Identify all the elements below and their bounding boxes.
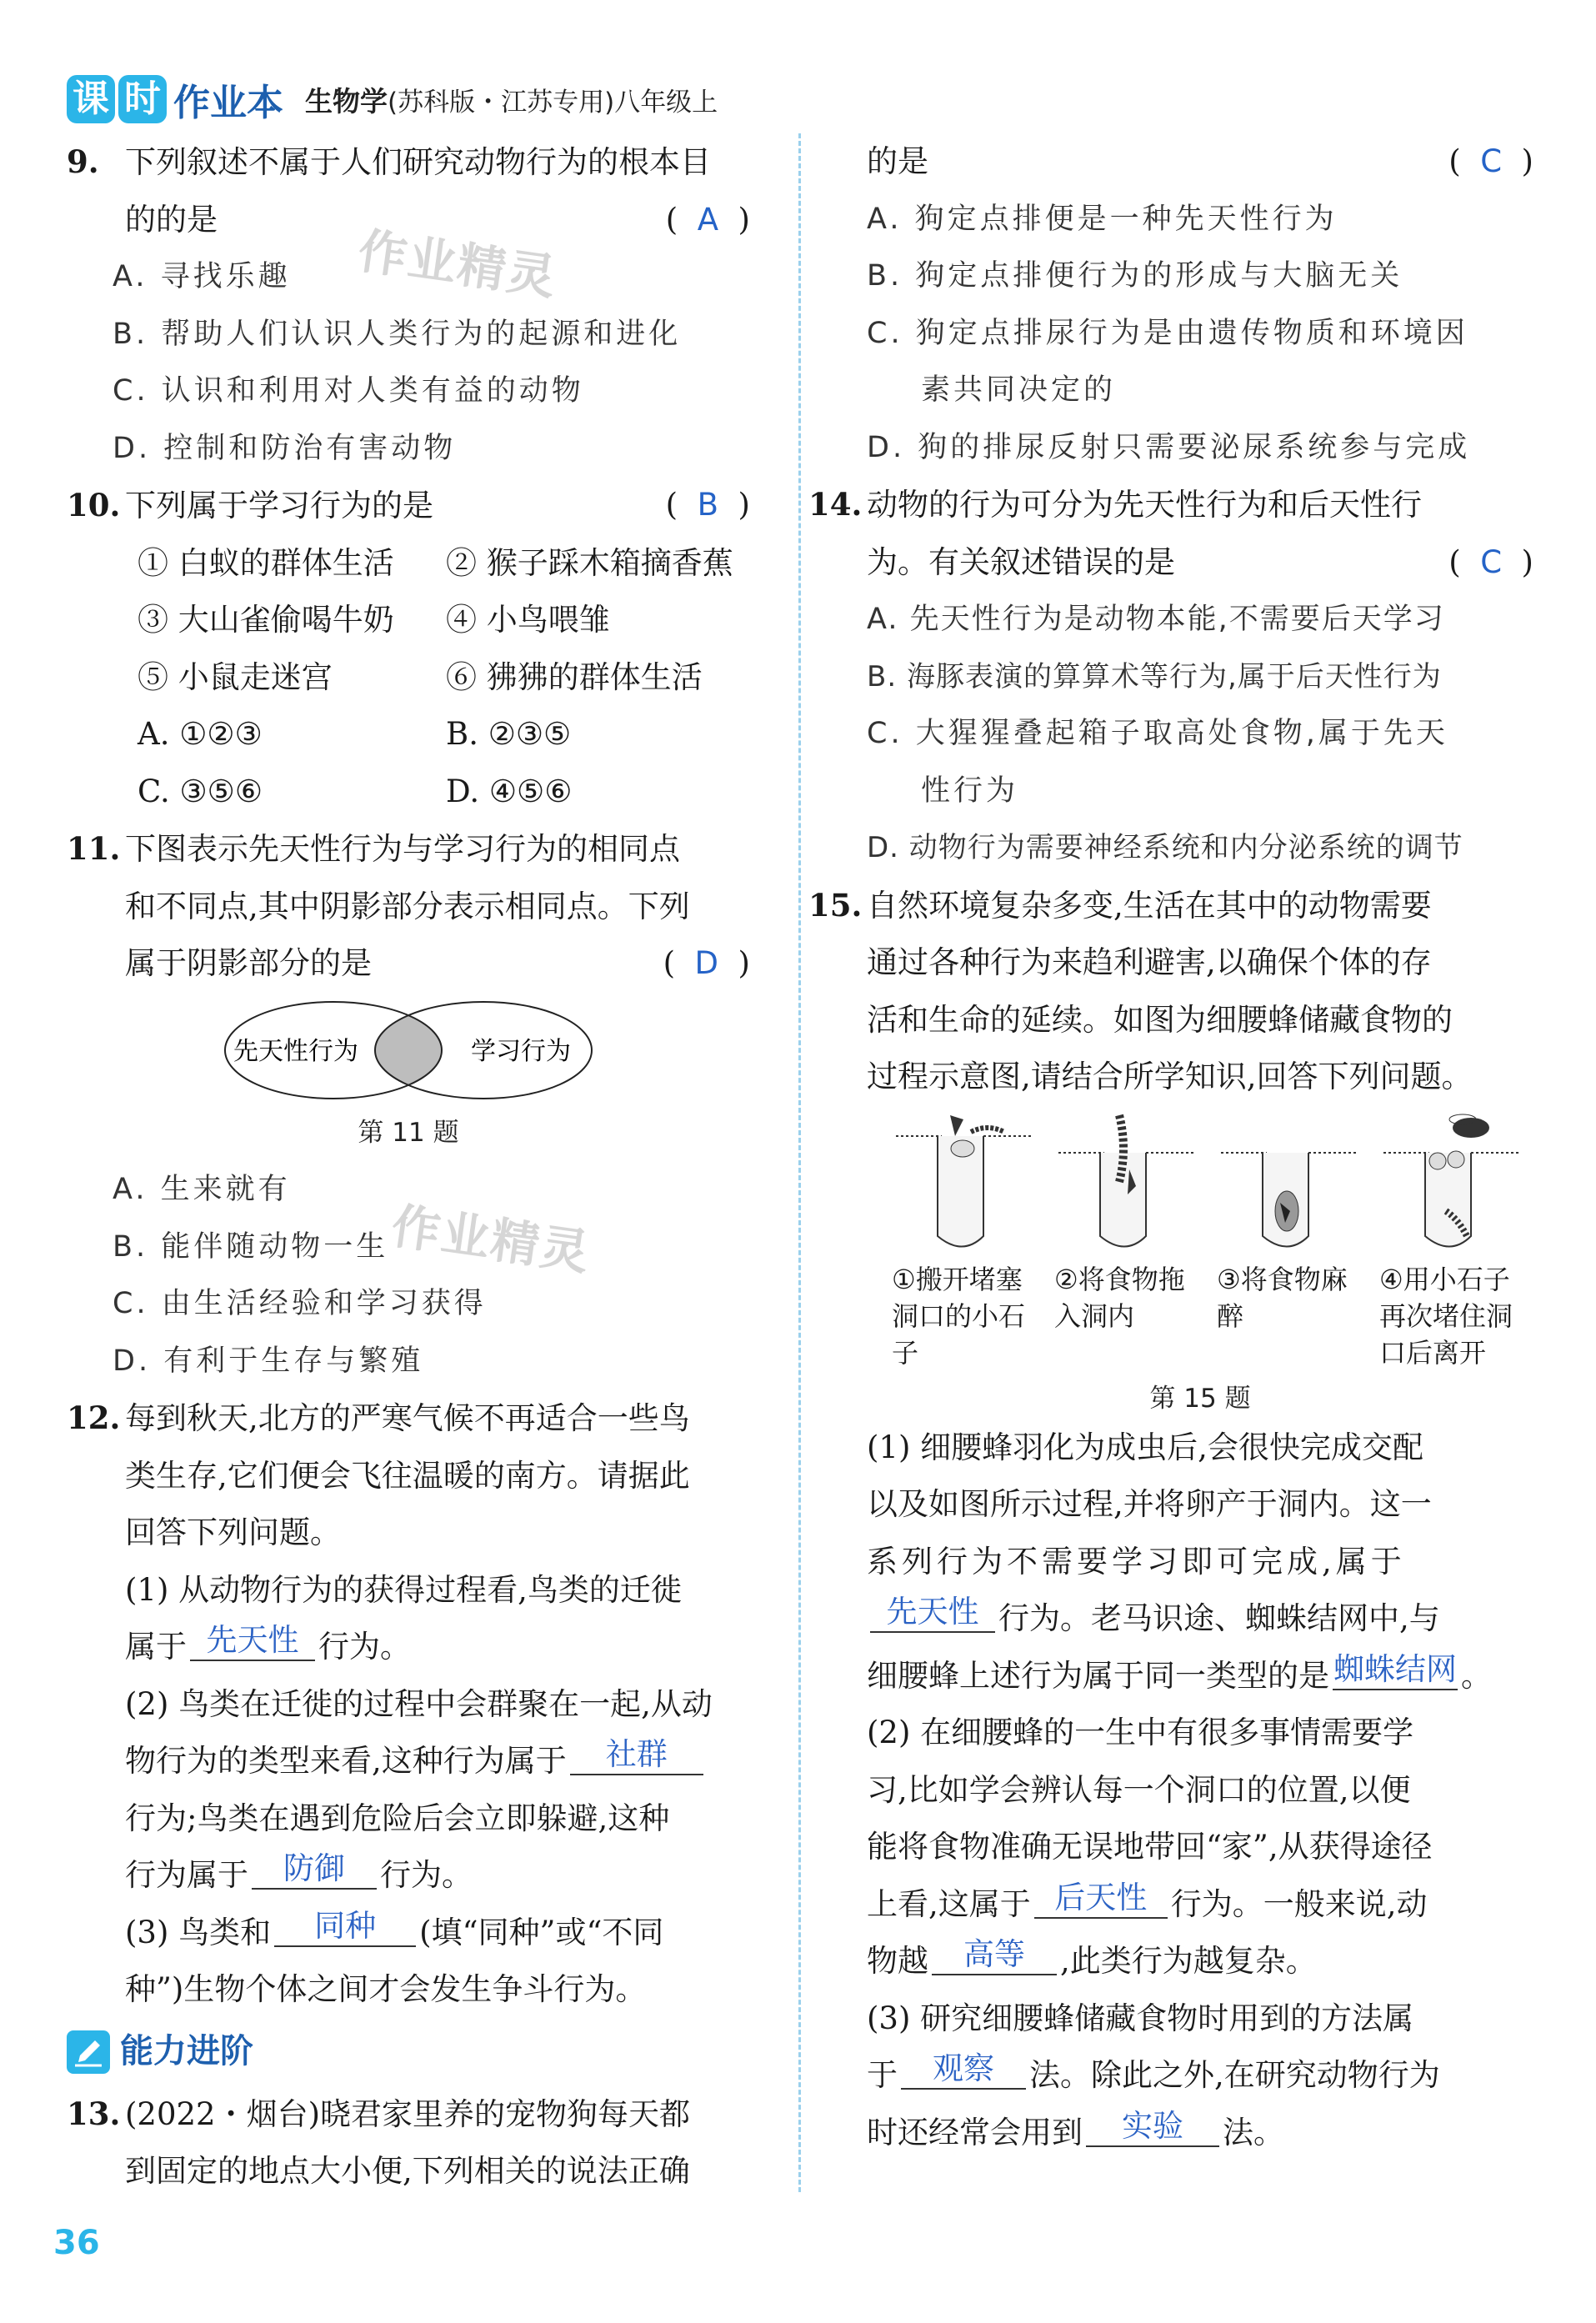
text: 以及如图所示过程,并将卵产于洞内。这一 (867, 1486, 1432, 1522)
sub-question: (2) 鸟类在迁徙的过程中会群聚在一起,从动 (125, 1685, 713, 1722)
logo-char: 课 (67, 75, 115, 123)
answer-blank: 实验 (1086, 2107, 1219, 2147)
option: C. 狗定点排尿行为是由遗传物质和环境因 (867, 316, 1468, 350)
list-item: ⑥ 狒狒的群体生活 (446, 658, 703, 695)
question-stem: (2022・烟台)晓君家里养的宠物狗每天都 (125, 2095, 691, 2132)
option: B. ②③⑤ (446, 716, 572, 752)
question-stem: 动物的行为可分为先天性行为和后天性行 (867, 487, 1422, 523)
question-11 (67, 820, 750, 1389)
list-item: ④ 小鸟喂雏 (446, 602, 610, 638)
question-15 (808, 877, 1533, 2162)
text: 习,比如学会辨认每一个洞口的位置,以便 (867, 1771, 1411, 1808)
option: D. 有利于生存与繁殖 (113, 1344, 424, 1378)
question-number: 9. (67, 143, 99, 180)
question-number: 12. (67, 1399, 121, 1436)
option: D. ④⑤⑥ (446, 773, 573, 809)
answer-choice: C (1480, 543, 1503, 580)
option: A. 狗定点排便是一种先天性行为 (867, 202, 1338, 236)
question-stem: 回答下列问题。 (125, 1514, 341, 1550)
option: B. 海豚表演的算算术等行为,属于后天性行为 (867, 659, 1442, 693)
question-stem: 为。有关叙述错误的是 (867, 543, 1175, 580)
figure-caption: 第 15 题 (1149, 1383, 1251, 1414)
answer-choice: D (694, 945, 719, 981)
question-10 (67, 477, 750, 820)
text: 行为。 (380, 1857, 473, 1893)
answer-blank: 观察 (901, 2050, 1026, 2090)
option: C. 大猩猩叠起箱子取高处食物,属于先天 (867, 717, 1448, 750)
text: 系列行为不需要学习即可完成,属于 (867, 1543, 1406, 1580)
question-stem: 的的是 (125, 201, 218, 238)
question-stem: 活和生命的延续。如图为细腰蜂储藏食物的 (867, 1001, 1453, 1038)
text: 能将食物准确无误地带回“家”,从获得途径 (867, 1829, 1433, 1865)
text: 行为。老马识途、蜘蛛结网中,与 (998, 1600, 1440, 1636)
sub-question: (3) 研究细腰蜂储藏食物时用到的方法属 (867, 2000, 1414, 2036)
option: A. 寻找乐趣 (113, 260, 291, 293)
question-number: 10. (67, 487, 121, 523)
figure-caption: 第 11 题 (358, 1117, 459, 1148)
step-caption: ②将食物拖入洞内 (1054, 1263, 1185, 1332)
answer-bracket: ( C ) (1448, 143, 1533, 179)
question-stem: 属于阴影部分的是 (125, 945, 372, 981)
text: 行为。 (318, 1629, 411, 1665)
answer-blank: 高等 (932, 1935, 1057, 1975)
question-12 (67, 1389, 750, 2019)
question-number: 11. (67, 830, 121, 867)
answer-blank: 同种 (274, 1907, 416, 1947)
list-item: ① 白蚁的群体生活 (138, 544, 394, 581)
venn-diagram (217, 996, 600, 1104)
option: D. 控制和防治有害动物 (113, 431, 457, 465)
question-stem: 过程示意图,请结合所学知识,回答下列问题。 (867, 1059, 1473, 1094)
question-13 (67, 2085, 750, 2200)
section-title: 能力进阶 (120, 2032, 253, 2071)
text: 行为属于 (125, 1857, 248, 1893)
venn-left-label: 先天性行为 (233, 1036, 358, 1066)
text: 行为。一般来说,动 (1170, 1885, 1428, 1922)
watermark: 作业精灵 (388, 1197, 594, 1282)
question-9 (67, 133, 750, 477)
option: D. 动物行为需要神经系统和内分泌系统的调节 (867, 831, 1463, 864)
wasp-figure (867, 1111, 1533, 1261)
edition-label: (苏科版・江苏专用)八年级上 (388, 87, 718, 118)
text: 属于 (125, 1629, 187, 1665)
answer-bracket: ( D ) (663, 945, 750, 981)
question-stem: 到固定的地点大小便,下列相关的说法正确 (125, 2153, 690, 2189)
text: 物越 (867, 1943, 928, 1979)
option-continued: 性行为 (921, 773, 1019, 808)
option: C. 由生活经验和学习获得 (113, 1287, 487, 1320)
sub-question: (2) 在细腰蜂的一生中有很多事情需要学 (867, 1715, 1414, 1750)
list-item: ③ 大山雀偷喝牛奶 (138, 602, 394, 638)
text: 行为;鸟类在遇到危险后会立即躲避,这种 (125, 1800, 670, 1836)
venn-right-label: 学习行为 (471, 1036, 571, 1066)
page-header (67, 68, 718, 130)
column-divider (798, 133, 801, 2192)
question-stem: 通过各种行为来趋利避害,以确保个体的存 (867, 944, 1432, 980)
text: 种”)生物个体之间才会发生争斗行为。 (125, 1971, 647, 2007)
question-stem: 每到秋天,北方的严寒气候不再适合一些鸟 (125, 1400, 690, 1436)
answer-blank: 蜘蛛结网 (1333, 1650, 1458, 1690)
question-stem: 自然环境复杂多变,生活在其中的动物需要 (867, 887, 1432, 924)
question-13-continued (867, 133, 1533, 476)
watermark: 作业精灵 (354, 222, 561, 307)
text: 细腰蜂上述行为属于同一类型的是 (867, 1657, 1329, 1694)
question-stem: 下列叙述不属于人们研究动物行为的根本目 (125, 144, 711, 180)
option: C. 认识和利用对人类有益的动物 (113, 374, 584, 408)
text: 法。 (1223, 2114, 1284, 2150)
option: A. 先天性行为是动物本能,不需要后天学习 (867, 603, 1445, 636)
option: D. 狗的排尿反射只需要泌尿系统参与完成 (867, 430, 1471, 464)
text: 。 (1461, 1657, 1492, 1694)
logo-text: 作业本 (173, 82, 283, 124)
answer-blank: 社群 (570, 1735, 703, 1775)
step-caption: ③将食物麻醉 (1217, 1263, 1348, 1332)
burrow-step-4 (1379, 1111, 1525, 1261)
list-item: ② 猴子踩木箱摘香蕉 (446, 544, 733, 581)
option: B. 狗定点排便行为的形成与大脑无关 (867, 259, 1403, 293)
option: B. 帮助人们认识人类行为的起源和进化 (113, 317, 682, 351)
brand-logo (67, 73, 305, 126)
sub-question: (1) 从动物行为的获得过程看,鸟类的迁徙 (125, 1571, 682, 1608)
answer-choice: B (697, 487, 719, 523)
text: 于 (867, 2057, 898, 2093)
step-caption: ①搬开堵塞洞口的小石子 (892, 1263, 1026, 1369)
option-continued: 素共同决定的 (921, 373, 1117, 407)
question-stem: 下列属于学习行为的是 (125, 488, 433, 523)
page-number: 36 (53, 2224, 100, 2262)
text: 上看,这属于 (867, 1885, 1031, 1922)
wasp-figure-captions (867, 1261, 1533, 1371)
subject-title: 生物学 (305, 84, 388, 118)
question-14 (808, 476, 1533, 877)
text: 法。除此之外,在研究动物行为 (1029, 2057, 1440, 2093)
list-item: ⑤ 小鼠走迷宫 (138, 658, 333, 695)
question-stem: 的是 (867, 143, 928, 179)
option: C. ③⑤⑥ (138, 773, 263, 809)
answer-blank: 后天性 (1034, 1879, 1168, 1919)
pencil-icon (67, 2030, 110, 2074)
option: A. 生来就有 (113, 1173, 291, 1206)
answer-choice: C (1480, 143, 1503, 179)
question-stem: 类生存,它们便会飞往温暖的南方。请据此 (125, 1457, 690, 1494)
step-caption: ④用小石子再次堵住洞口后离开 (1379, 1263, 1513, 1369)
text: (填“同种”或“不同 (419, 1914, 664, 1950)
question-stem: 和不同点,其中阴影部分表示相同点。下列 (125, 888, 690, 924)
sub-question: (1) 细腰蜂羽化为成虫后,会很快完成交配 (867, 1429, 1423, 1465)
question-number: 15. (808, 886, 863, 924)
option: B. 能伴随动物一生 (113, 1229, 389, 1264)
answer-bracket: ( C ) (1448, 543, 1533, 580)
burrow-step-1 (892, 1111, 1038, 1261)
answer-bracket: ( B ) (665, 487, 750, 523)
left-column (67, 133, 750, 2200)
text: 物行为的类型来看,这种行为属于 (125, 1743, 567, 1779)
text: (3) 鸟类和 (125, 1914, 272, 1950)
burrow-step-2 (1054, 1111, 1200, 1261)
text: ,此类行为越复杂。 (1060, 1943, 1317, 1979)
section-heading (67, 2019, 750, 2085)
answer-choice: A (697, 201, 719, 238)
answer-blank: 防御 (252, 1850, 377, 1890)
text: 时还经常会用到 (867, 2114, 1083, 2150)
logo-char: 时 (118, 75, 167, 123)
answer-blank: 先天性 (870, 1593, 995, 1633)
question-number: 13. (67, 2095, 121, 2132)
question-stem: 下图表示先天性行为与学习行为的相同点 (125, 831, 680, 867)
answer-blank: 先天性 (190, 1621, 315, 1661)
option: A. ①②③ (138, 716, 263, 752)
question-number: 14. (808, 486, 863, 523)
answer-bracket: ( A ) (665, 201, 750, 238)
right-column (808, 133, 1533, 2161)
burrow-step-3 (1217, 1111, 1363, 1261)
